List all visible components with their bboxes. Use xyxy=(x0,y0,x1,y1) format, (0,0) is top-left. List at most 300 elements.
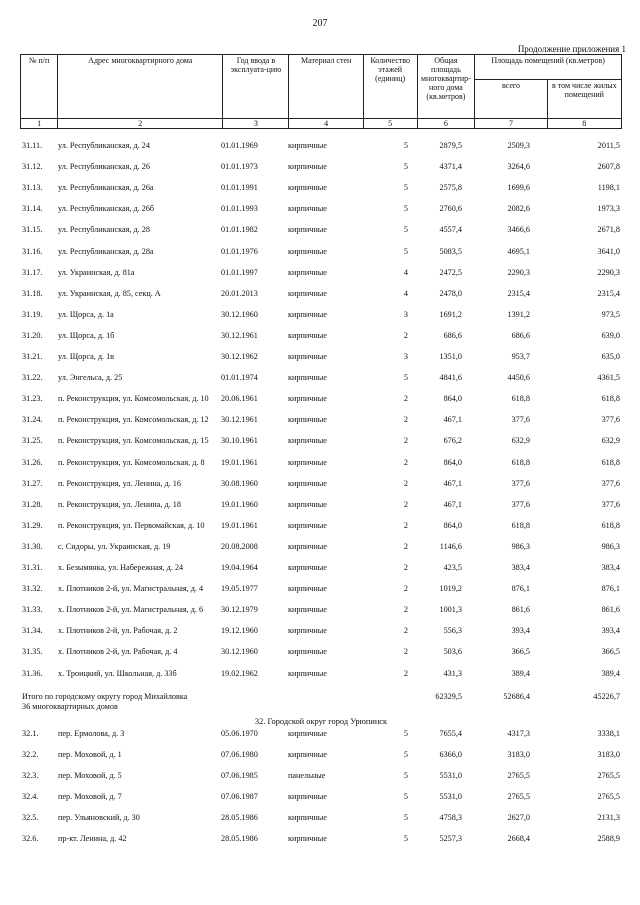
row-number: 31.13. xyxy=(22,183,43,193)
year-cell: 30.12.1960 xyxy=(221,647,258,657)
area-all-cell: 686,6 xyxy=(511,330,530,340)
floors-cell: 5 xyxy=(403,373,408,383)
total-all-sum: 52686,4 xyxy=(503,691,530,701)
floors-cell: 2 xyxy=(403,541,408,551)
material-cell: кирпичные xyxy=(288,330,327,340)
total-area-cell: 4371,4 xyxy=(439,162,462,172)
page-number: 207 xyxy=(312,18,328,29)
floors-cell: 2 xyxy=(403,647,408,657)
material-cell: кирпичные xyxy=(288,225,327,235)
row-number: 31.19. xyxy=(22,309,43,319)
table-row xyxy=(20,750,622,771)
row-number: 31.33. xyxy=(22,605,43,615)
floors-cell: 5 xyxy=(403,204,408,214)
material-cell: кирпичные xyxy=(288,563,327,572)
table-row xyxy=(20,834,622,855)
year-cell: 01.01.1969 xyxy=(221,141,258,150)
column-number: 2 xyxy=(58,119,223,129)
row-number: 31.26. xyxy=(22,457,43,467)
material-cell: кирпичные xyxy=(288,520,327,530)
material-cell: кирпичные xyxy=(288,499,327,509)
total-area-cell: 1019,2 xyxy=(439,584,462,594)
table-header xyxy=(20,54,622,129)
address-cell: ул. Республиканская, д. 26а xyxy=(58,183,154,193)
address-cell: ул. Щорса, д. 1в xyxy=(58,352,115,361)
address-cell: п. Реконструкция, ул. Комсомольская, д. 12 xyxy=(58,415,209,425)
area-living-cell: 986,3 xyxy=(601,541,620,551)
area-all-cell: 377,6 xyxy=(511,415,530,425)
area-all-cell: 618,8 xyxy=(511,520,530,530)
area-all-cell: 4450,6 xyxy=(507,373,530,383)
year-cell: 07.06.1980 xyxy=(221,749,258,759)
year-cell: 19.01.1961 xyxy=(221,520,258,530)
year-cell: 30.12.1961 xyxy=(221,330,258,340)
material-cell: кирпичные xyxy=(288,141,327,150)
floors-cell: 5 xyxy=(403,749,408,759)
address-cell: пер. Ульяновский, д. 30 xyxy=(58,813,140,822)
area-all-cell: 383,4 xyxy=(511,563,530,572)
address-cell: ул. Республиканская, д. 24 xyxy=(58,141,150,150)
address-cell: пр-кт. Ленина, д. 42 xyxy=(58,834,127,844)
material-cell: кирпичные xyxy=(288,626,327,636)
year-cell: 30.12.1962 xyxy=(221,352,258,361)
row-number: 31.25. xyxy=(22,436,43,446)
year-cell: 30.12.1960 xyxy=(221,309,258,319)
total-area-cell: 864,0 xyxy=(443,457,462,467)
area-living-cell: 973,5 xyxy=(601,309,620,319)
floors-cell: 5 xyxy=(403,770,408,780)
table-row xyxy=(20,394,622,415)
column-number: 6 xyxy=(417,119,475,129)
area-all-cell: 2290,3 xyxy=(507,267,530,277)
total-area-cell: 423,5 xyxy=(443,563,462,572)
area-living-cell: 2671,8 xyxy=(597,225,620,235)
area-all-cell: 2315,4 xyxy=(507,288,530,298)
year-cell: 30.12.1961 xyxy=(221,415,258,425)
header-address: Адрес многоквартирного дома xyxy=(58,55,223,119)
header-year: Год ввода в эксплуата-цию xyxy=(223,55,289,119)
total-area-cell: 1001,3 xyxy=(439,605,462,615)
material-cell: кирпичные xyxy=(288,352,327,361)
area-living-cell: 377,6 xyxy=(601,478,620,488)
area-living-cell: 618,8 xyxy=(601,520,620,530)
table-row xyxy=(20,479,622,500)
continuation-note: Продолжение приложения 1 xyxy=(517,44,626,54)
column-number: 8 xyxy=(547,119,621,129)
material-cell: кирпичные xyxy=(288,584,327,594)
total-label: Итого по городскому округу город Михайловка xyxy=(22,691,188,701)
area-all-cell: 953,7 xyxy=(511,352,530,361)
header-living: в том числе жилых помещений xyxy=(547,80,621,119)
table-row xyxy=(20,458,622,479)
floors-cell: 2 xyxy=(403,626,408,636)
area-living-cell: 366,5 xyxy=(601,647,620,657)
address-cell: х. Плотников 2-й, ул. Рабочая, д. 4 xyxy=(58,647,178,657)
floors-cell: 5 xyxy=(403,834,408,844)
floors-cell: 4 xyxy=(403,288,408,298)
year-cell: 05.06.1970 xyxy=(221,728,258,738)
column-number: 1 xyxy=(21,119,58,129)
year-cell: 01.01.1976 xyxy=(221,246,258,256)
area-all-cell: 4317,3 xyxy=(507,728,530,738)
floors-cell: 2 xyxy=(403,520,408,530)
address-cell: п. Реконструкция, ул. Ленина, д. 16 xyxy=(58,478,181,488)
area-all-cell: 393,4 xyxy=(511,626,530,636)
area-living-cell: 635,0 xyxy=(601,352,620,361)
table-row xyxy=(20,225,622,246)
floors-cell: 5 xyxy=(403,728,408,738)
year-cell: 07.06.1985 xyxy=(221,770,258,780)
area-living-cell: 1198,1 xyxy=(597,183,620,193)
area-living-cell: 377,6 xyxy=(601,415,620,425)
table-row xyxy=(20,183,622,204)
table-row xyxy=(20,204,622,225)
header-material: Материал стен xyxy=(289,55,363,119)
floors-cell: 2 xyxy=(403,436,408,446)
year-cell: 20.08.2008 xyxy=(221,541,258,551)
area-living-cell: 2607,8 xyxy=(597,162,620,172)
year-cell: 01.01.1993 xyxy=(221,204,258,214)
address-cell: пер. Моховой, д. 1 xyxy=(58,749,122,759)
material-cell: кирпичные xyxy=(288,791,327,801)
column-number: 4 xyxy=(289,119,363,129)
area-all-cell: 4695,1 xyxy=(507,246,530,256)
row-number: 31.17. xyxy=(22,267,43,277)
floors-cell: 5 xyxy=(403,162,408,172)
floors-cell: 5 xyxy=(403,813,408,822)
material-cell: кирпичные xyxy=(288,204,327,214)
floors-cell: 3 xyxy=(403,309,408,319)
area-living-cell: 393,4 xyxy=(601,626,620,636)
table-row xyxy=(20,268,622,289)
area-all-cell: 377,6 xyxy=(511,499,530,509)
address-cell: ул. Украинская, д. 81а xyxy=(58,267,135,277)
material-cell: кирпичные xyxy=(288,162,327,172)
table-row xyxy=(20,162,622,183)
year-cell: 01.01.1997 xyxy=(221,267,258,277)
header-total-area: Общая площадь многоквартир-ного дома (кв.метров) xyxy=(417,55,475,119)
area-living-cell: 861,6 xyxy=(601,605,620,615)
address-cell: пер. Моховой, д. 5 xyxy=(58,770,122,780)
area-all-cell: 2668,4 xyxy=(507,834,530,844)
total-area-cell: 5531,0 xyxy=(439,770,462,780)
address-cell: ул. Республиканская, д. 28а xyxy=(58,246,154,256)
table-row xyxy=(20,626,622,647)
year-cell: 19.04.1964 xyxy=(221,563,258,572)
material-cell: кирпичные xyxy=(288,309,327,319)
row-number: 31.14. xyxy=(22,204,43,214)
area-all-cell: 632,9 xyxy=(511,436,530,446)
header-premises-area: Площадь помещений (кв.метров) xyxy=(475,55,622,80)
floors-cell: 2 xyxy=(403,563,408,572)
address-cell: пер. Ермолова, д. 3 xyxy=(58,728,125,738)
column-number: 7 xyxy=(475,119,547,129)
column-number: 3 xyxy=(223,119,289,129)
material-cell: кирпичные xyxy=(288,246,327,256)
table-row xyxy=(20,813,622,834)
year-cell: 28.05.1986 xyxy=(221,813,258,822)
total-area-cell: 556,3 xyxy=(443,626,462,636)
row-number: 31.30. xyxy=(22,541,43,551)
floors-cell: 2 xyxy=(403,394,408,404)
area-living-cell: 377,6 xyxy=(601,499,620,509)
area-all-cell: 2765,5 xyxy=(507,770,530,780)
row-number: 32.5. xyxy=(22,813,39,822)
material-cell: кирпичные xyxy=(288,605,327,615)
floors-cell: 4 xyxy=(403,267,408,277)
total-area-cell: 864,0 xyxy=(443,394,462,404)
total-area-cell: 2478,0 xyxy=(439,288,462,298)
floors-cell: 5 xyxy=(403,141,408,150)
floors-cell: 2 xyxy=(403,499,408,509)
area-living-cell: 2765,5 xyxy=(597,770,620,780)
material-cell: кирпичные xyxy=(288,728,327,738)
row-number: 31.31. xyxy=(22,563,43,572)
year-cell: 01.01.1982 xyxy=(221,225,258,235)
address-cell: ул. Энгельса, д. 25 xyxy=(58,373,123,383)
floors-cell: 2 xyxy=(403,605,408,615)
floors-cell: 5 xyxy=(403,183,408,193)
area-living-cell: 2588,9 xyxy=(597,834,620,844)
column-number: 5 xyxy=(363,119,417,129)
row-number: 31.27. xyxy=(22,478,43,488)
header-floors: Количество этажей (единиц) xyxy=(363,55,417,119)
address-cell: х. Плотников 2-й, ул. Магистральная, д. 6 xyxy=(58,605,204,615)
total-area-cell: 4557,4 xyxy=(439,225,462,235)
table-row xyxy=(20,373,622,394)
material-cell: кирпичные xyxy=(288,813,327,822)
table-row xyxy=(20,141,622,162)
year-cell: 28.05.1986 xyxy=(221,834,258,844)
area-living-cell: 639,0 xyxy=(601,330,620,340)
total-area-cell: 5531,0 xyxy=(439,791,462,801)
row-number: 31.36. xyxy=(22,668,43,678)
material-cell: кирпичные xyxy=(288,394,327,404)
address-cell: х. Троицкий, ул. Школьная, д. 33б xyxy=(58,668,177,678)
address-cell: п. Реконструкция, ул. Комсомольская, д. 8 xyxy=(58,457,205,467)
area-living-cell: 3338,1 xyxy=(597,728,620,738)
area-all-cell: 2082,6 xyxy=(507,204,530,214)
floors-cell: 2 xyxy=(403,457,408,467)
area-all-cell: 986,3 xyxy=(511,541,530,551)
floors-cell: 5 xyxy=(403,225,408,235)
area-all-cell: 618,8 xyxy=(511,457,530,467)
year-cell: 30.08.1960 xyxy=(221,478,258,488)
table-row xyxy=(20,521,622,542)
floors-cell: 5 xyxy=(403,791,408,801)
year-cell: 19.05.1977 xyxy=(221,584,258,594)
address-cell: п. Реконструкция, ул. Первомайская, д. 10 xyxy=(58,520,205,530)
table-row xyxy=(20,500,622,521)
table-row xyxy=(20,669,622,690)
total-area-cell: 686,6 xyxy=(443,330,462,340)
area-living-cell: 632,9 xyxy=(601,436,620,446)
address-cell: ул. Украинская, д. 85, секц. А xyxy=(58,288,161,298)
table-row xyxy=(20,415,622,436)
area-living-cell: 383,4 xyxy=(601,563,620,572)
row-number: 31.35. xyxy=(22,647,43,657)
material-cell: кирпичные xyxy=(288,457,327,467)
table-row xyxy=(20,436,622,457)
floors-cell: 3 xyxy=(403,352,408,361)
area-all-cell: 2765,5 xyxy=(507,791,530,801)
row-number: 31.15. xyxy=(22,225,43,235)
address-cell: п. Реконструкция, ул. Комсомольская, д. 10 xyxy=(58,394,209,404)
table-row xyxy=(20,792,622,813)
area-living-cell: 1973,3 xyxy=(597,204,620,214)
total-area-cell: 5083,5 xyxy=(439,246,462,256)
table-row xyxy=(20,605,622,626)
row-number: 31.20. xyxy=(22,330,43,340)
year-cell: 19.02.1962 xyxy=(221,668,258,678)
area-living-cell: 2131,3 xyxy=(597,813,620,822)
area-living-cell: 389,4 xyxy=(601,668,620,678)
row-number: 31.24. xyxy=(22,415,43,425)
year-cell: 01.01.1991 xyxy=(221,183,258,193)
area-living-cell: 2290,3 xyxy=(597,267,620,277)
material-cell: кирпичные xyxy=(288,834,327,844)
material-cell: кирпичные xyxy=(288,288,327,298)
address-cell: с. Сидоры, ул. Украинская, д. 19 xyxy=(58,541,171,551)
area-all-cell: 876,1 xyxy=(511,584,530,594)
floors-cell: 2 xyxy=(403,584,408,594)
row-number: 32.3. xyxy=(22,770,39,780)
total-area-cell: 1146,6 xyxy=(439,541,462,551)
material-cell: кирпичные xyxy=(288,267,327,277)
row-number: 31.29. xyxy=(22,520,43,530)
header-all: всего xyxy=(475,80,547,119)
total-area-cell: 4841,6 xyxy=(439,373,462,383)
material-cell: кирпичные xyxy=(288,415,327,425)
year-cell: 01.01.1974 xyxy=(221,373,258,383)
table-row xyxy=(20,771,622,792)
total-area-cell: 2575,8 xyxy=(439,183,462,193)
total-area-sum: 62329,5 xyxy=(435,691,462,701)
material-cell: панельные xyxy=(288,770,326,780)
year-cell: 20.06.1961 xyxy=(221,394,258,404)
address-cell: пер. Моховой, д. 7 xyxy=(58,791,122,801)
section-title: 32. Городской округ город Урюпинск xyxy=(254,716,388,726)
material-cell: кирпичные xyxy=(288,436,327,446)
row-number: 31.11. xyxy=(22,141,43,150)
material-cell: кирпичные xyxy=(288,183,327,193)
total-area-cell: 676,2 xyxy=(443,436,462,446)
address-cell: ул. Республиканская, д. 28 xyxy=(58,225,150,235)
floors-cell: 2 xyxy=(403,478,408,488)
total-area-cell: 864,0 xyxy=(443,520,462,530)
row-number: 32.4. xyxy=(22,791,39,801)
year-cell: 01.01.1973 xyxy=(221,162,258,172)
area-all-cell: 3466,6 xyxy=(507,225,530,235)
row-number: 31.32. xyxy=(22,584,43,594)
total-count: 36 многоквартирных домов xyxy=(22,701,118,711)
total-area-cell: 503,6 xyxy=(443,647,462,657)
area-living-cell: 4361,5 xyxy=(597,373,620,383)
row-number: 31.34. xyxy=(22,626,43,636)
area-all-cell: 861,6 xyxy=(511,605,530,615)
area-all-cell: 1699,6 xyxy=(507,183,530,193)
area-living-cell: 618,8 xyxy=(601,457,620,467)
area-living-cell: 2765,5 xyxy=(597,791,620,801)
area-all-cell: 2509,3 xyxy=(507,141,530,150)
total-living-sum: 45226,7 xyxy=(593,691,620,701)
area-all-cell: 3264,6 xyxy=(507,162,530,172)
year-cell: 30.10.1961 xyxy=(221,436,258,446)
total-area-cell: 2879,5 xyxy=(439,141,462,150)
table-row xyxy=(20,542,622,563)
year-cell: 19.01.1961 xyxy=(221,457,258,467)
material-cell: кирпичные xyxy=(288,541,327,551)
address-cell: ул. Щорса, д. 1а xyxy=(58,309,114,319)
material-cell: кирпичные xyxy=(288,749,327,759)
total-area-cell: 467,1 xyxy=(443,499,462,509)
address-cell: п. Реконструкция, ул. Ленина, д. 18 xyxy=(58,499,181,509)
material-cell: кирпичные xyxy=(288,647,327,657)
area-living-cell: 2315,4 xyxy=(597,288,620,298)
row-number: 31.16. xyxy=(22,246,43,256)
year-cell: 20.01.2013 xyxy=(221,288,258,298)
year-cell: 07.06.1987 xyxy=(221,791,258,801)
row-number: 31.22. xyxy=(22,373,43,383)
row-number: 31.21. xyxy=(22,352,43,361)
table-row xyxy=(20,331,622,352)
year-cell: 30.12.1979 xyxy=(221,605,258,615)
area-all-cell: 2627,0 xyxy=(507,813,530,822)
header-num: № п/п xyxy=(21,55,58,119)
table-row xyxy=(20,647,622,668)
address-cell: ул. Республиканская, д. 26 xyxy=(58,162,150,172)
table-row xyxy=(20,247,622,268)
row-number: 31.12. xyxy=(22,162,43,172)
area-living-cell: 618,8 xyxy=(601,394,620,404)
address-cell: п. Реконструкция, ул. Комсомольская, д. 15 xyxy=(58,436,209,446)
address-cell: х. Плотников 2-й, ул. Рабочая, д. 2 xyxy=(58,626,178,636)
area-all-cell: 1391,2 xyxy=(507,309,530,319)
table-row xyxy=(20,352,622,373)
floors-cell: 2 xyxy=(403,330,408,340)
address-cell: х. Безымянка, ул. Набережная, д. 24 xyxy=(58,563,184,572)
floors-cell: 5 xyxy=(403,246,408,256)
address-cell: х. Плотников 2-й, ул. Магистральная, д. 4 xyxy=(58,584,204,594)
address-cell: ул. Щорса, д. 1б xyxy=(58,330,115,340)
total-area-cell: 5257,3 xyxy=(439,834,462,844)
area-all-cell: 377,6 xyxy=(511,478,530,488)
area-living-cell: 3183,0 xyxy=(597,749,620,759)
area-all-cell: 389,4 xyxy=(511,668,530,678)
total-area-cell: 1691,2 xyxy=(439,309,462,319)
floors-cell: 2 xyxy=(403,668,408,678)
row-number: 31.23. xyxy=(22,394,43,404)
year-cell: 19.01.1960 xyxy=(221,499,258,509)
row-number: 31.28. xyxy=(22,499,43,509)
row-number: 32.2. xyxy=(22,749,39,759)
table-row xyxy=(20,289,622,310)
total-area-cell: 2472,5 xyxy=(439,267,462,277)
table-row xyxy=(20,563,622,584)
row-number: 31.18. xyxy=(22,288,43,298)
year-cell: 19.12.1960 xyxy=(221,626,258,636)
area-all-cell: 3183,0 xyxy=(507,749,530,759)
area-living-cell: 3641,0 xyxy=(597,246,620,256)
table-row xyxy=(20,729,622,750)
row-number: 32.6. xyxy=(22,834,39,844)
total-area-cell: 1351,0 xyxy=(439,352,462,361)
table-row xyxy=(20,584,622,605)
material-cell: кирпичные xyxy=(288,668,327,678)
address-cell: ул. Республиканская, д. 26б xyxy=(58,204,155,214)
area-living-cell: 2011,5 xyxy=(597,141,620,150)
total-area-cell: 467,1 xyxy=(443,415,462,425)
